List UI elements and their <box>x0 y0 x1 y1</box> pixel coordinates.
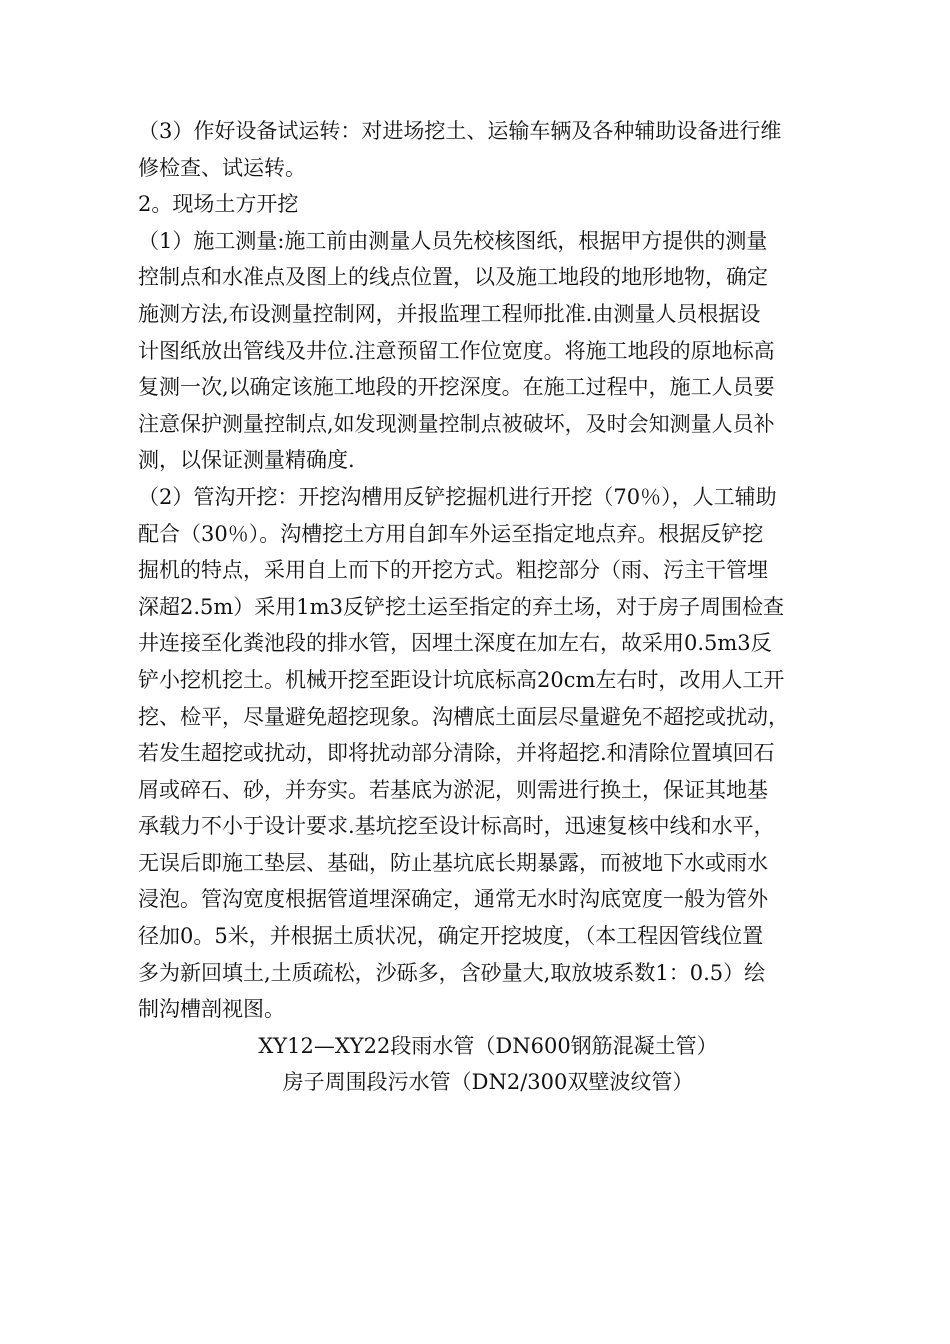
figure-caption-rain-pipe: XY12—XY22段雨水管（DN600钢筋混凝土管） <box>258 1033 718 1058</box>
text-line: 无误后即施工垫层、基础，防止基坑底长期暴露，而被地下水或雨水 <box>138 850 768 875</box>
text-line: 若发生超挖或扰动，即将扰动部分清除，并将超挖.和清除位置填回石 <box>138 741 775 766</box>
text-line: 径加0。5米，并根据土质状况，确定开挖坡度，（本工程因管线位置 <box>138 924 764 949</box>
figure-caption-sewage-pipe: 房子周围段污水管（DN2/300双壁波纹管） <box>282 1070 694 1095</box>
text-line: 修检查、试运转。 <box>138 155 306 180</box>
text-line: 挖、检平，尽量避免超挖现象。沟槽底土面层尽量避免不超挖或扰动， <box>138 704 789 729</box>
text-line: 控制点和水准点及图上的线点位置，以及施工地段的地形地物，确定 <box>138 265 768 290</box>
text-line: 承载力不小于设计要求.基坑挖至设计标高时，迅速复核中线和水平， <box>138 814 775 839</box>
text-line: 井连接至化粪池段的排水管，因埋土深度在加左右，故采用0.5m3反 <box>138 631 772 656</box>
text-line: 施测方法,布设测量控制网，并报监理工程师批准.由测量人员根据设 <box>138 301 761 326</box>
text-line: 深超2.5m）采用1m3反铲挖土运至指定的弃土场，对于房子周围检查 <box>138 594 784 619</box>
section-heading: 2。现场土方开挖 <box>138 192 299 217</box>
body-text <box>138 113 838 1101</box>
text-line: 浸泡。管沟宽度根据管道埋深确定，通常无水时沟底宽度一般为管外 <box>138 887 768 912</box>
text-line: 多为新回填土,土质疏松，沙砾多，含砂量大,取放坡系数1：0.5）绘 <box>138 960 766 985</box>
text-line: （3）作好设备试运转：对进场挖土、运输车辆及各种辅助设备进行维 <box>138 119 782 143</box>
text-line: （2）管沟开挖：开挖沟槽用反铲挖掘机进行开挖（70％），人工辅助 <box>138 484 777 509</box>
text-line: 计图纸放出管线及井位.注意预留工作位宽度。将施工地段的原地标高 <box>138 338 775 363</box>
text-line: 制沟槽剖视图。 <box>138 997 285 1022</box>
text-line: 掘机的特点，采用自上而下的开挖方式。粗挖部分（雨、污主干管埋 <box>138 558 768 583</box>
text-line: （1）施工测量:施工前由测量人员先校核图纸，根据甲方提供的测量 <box>138 228 768 253</box>
text-line: 注意保护测量控制点,如发现测量控制点被破坏，及时会知测量人员补 <box>138 411 775 436</box>
text-line: 测，以保证测量精确度. <box>138 448 355 473</box>
text-line: 屑或碎石、砂，并夯实。若基底为淤泥，则需进行换土，保证其地基 <box>138 777 768 802</box>
text-line: 配合（30％）。沟槽挖土方用自卸车外运至指定地点弃。根据反铲挖 <box>138 521 764 546</box>
text-line: 铲小挖机挖土。机械开挖至距设计坑底标高20cm左右时，改用人工开 <box>138 667 785 692</box>
text-line: 复测一次,以确定该施工地段的开挖深度。在施工过程中，施工人员要 <box>138 375 775 400</box>
